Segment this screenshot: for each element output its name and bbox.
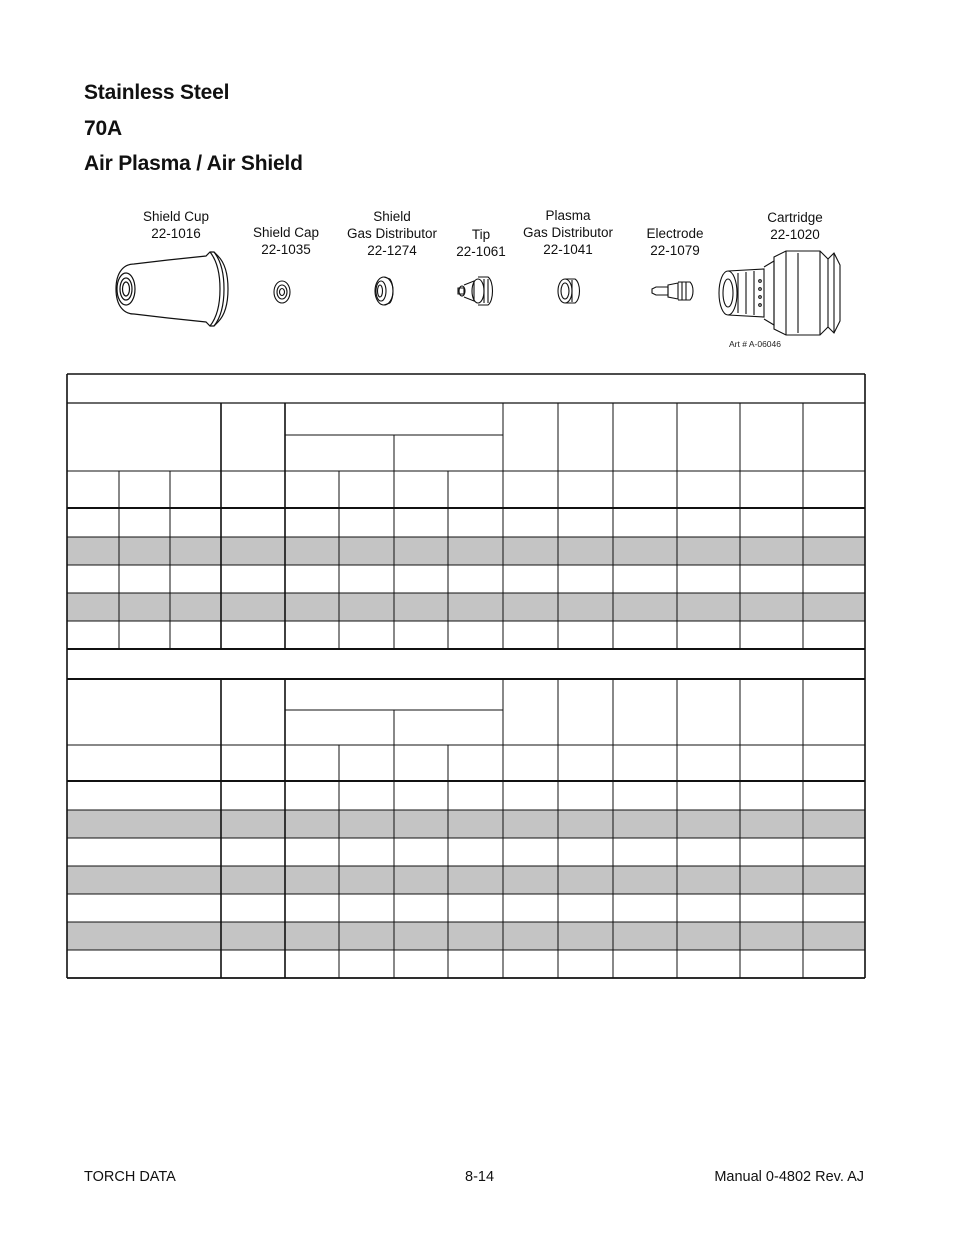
table-row	[67, 593, 865, 621]
art-number: Art # A-06046	[729, 339, 781, 349]
part-name: Shield Cap	[252, 225, 320, 240]
table-row	[67, 894, 865, 922]
table-row	[67, 922, 865, 950]
page-title-material: Stainless Steel	[84, 81, 230, 104]
table-row	[67, 509, 865, 537]
table-row	[67, 565, 865, 593]
part-name-line2: Gas Distributor	[346, 226, 438, 241]
table-row	[67, 866, 865, 894]
part-number: 22-1061	[456, 244, 506, 259]
part-number: 22-1041	[543, 242, 593, 257]
part-name: Shield	[373, 209, 411, 224]
upper-row-shading	[67, 509, 865, 649]
part-number: 22-1035	[261, 242, 311, 257]
part-number: 22-1016	[151, 226, 201, 241]
table-row	[67, 537, 865, 565]
part-name: Cartridge	[767, 210, 823, 225]
part-name: Tip	[471, 227, 491, 242]
page-title-gas: Air Plasma / Air Shield	[84, 152, 303, 175]
table-row	[67, 810, 865, 838]
table-row	[67, 621, 865, 649]
footer-page-number: 8-14	[465, 1169, 495, 1185]
part-number: 22-1020	[770, 227, 820, 242]
part-number: 22-1274	[367, 243, 417, 258]
part-number: 22-1079	[650, 243, 700, 258]
part-name: Plasma	[545, 208, 591, 223]
footer-section-title: TORCH DATA	[84, 1169, 176, 1185]
table-row	[67, 950, 865, 978]
footer-manual-revision: Manual 0-4802 Rev. AJ	[714, 1169, 864, 1185]
part-name-line2: Gas Distributor	[522, 225, 614, 240]
part-name: Electrode	[646, 226, 704, 241]
lower-row-shading	[67, 782, 865, 978]
table-row	[67, 782, 865, 810]
part-name: Shield Cup	[142, 209, 210, 224]
table-row	[67, 838, 865, 866]
page-title-amperage: 70A	[84, 117, 122, 140]
